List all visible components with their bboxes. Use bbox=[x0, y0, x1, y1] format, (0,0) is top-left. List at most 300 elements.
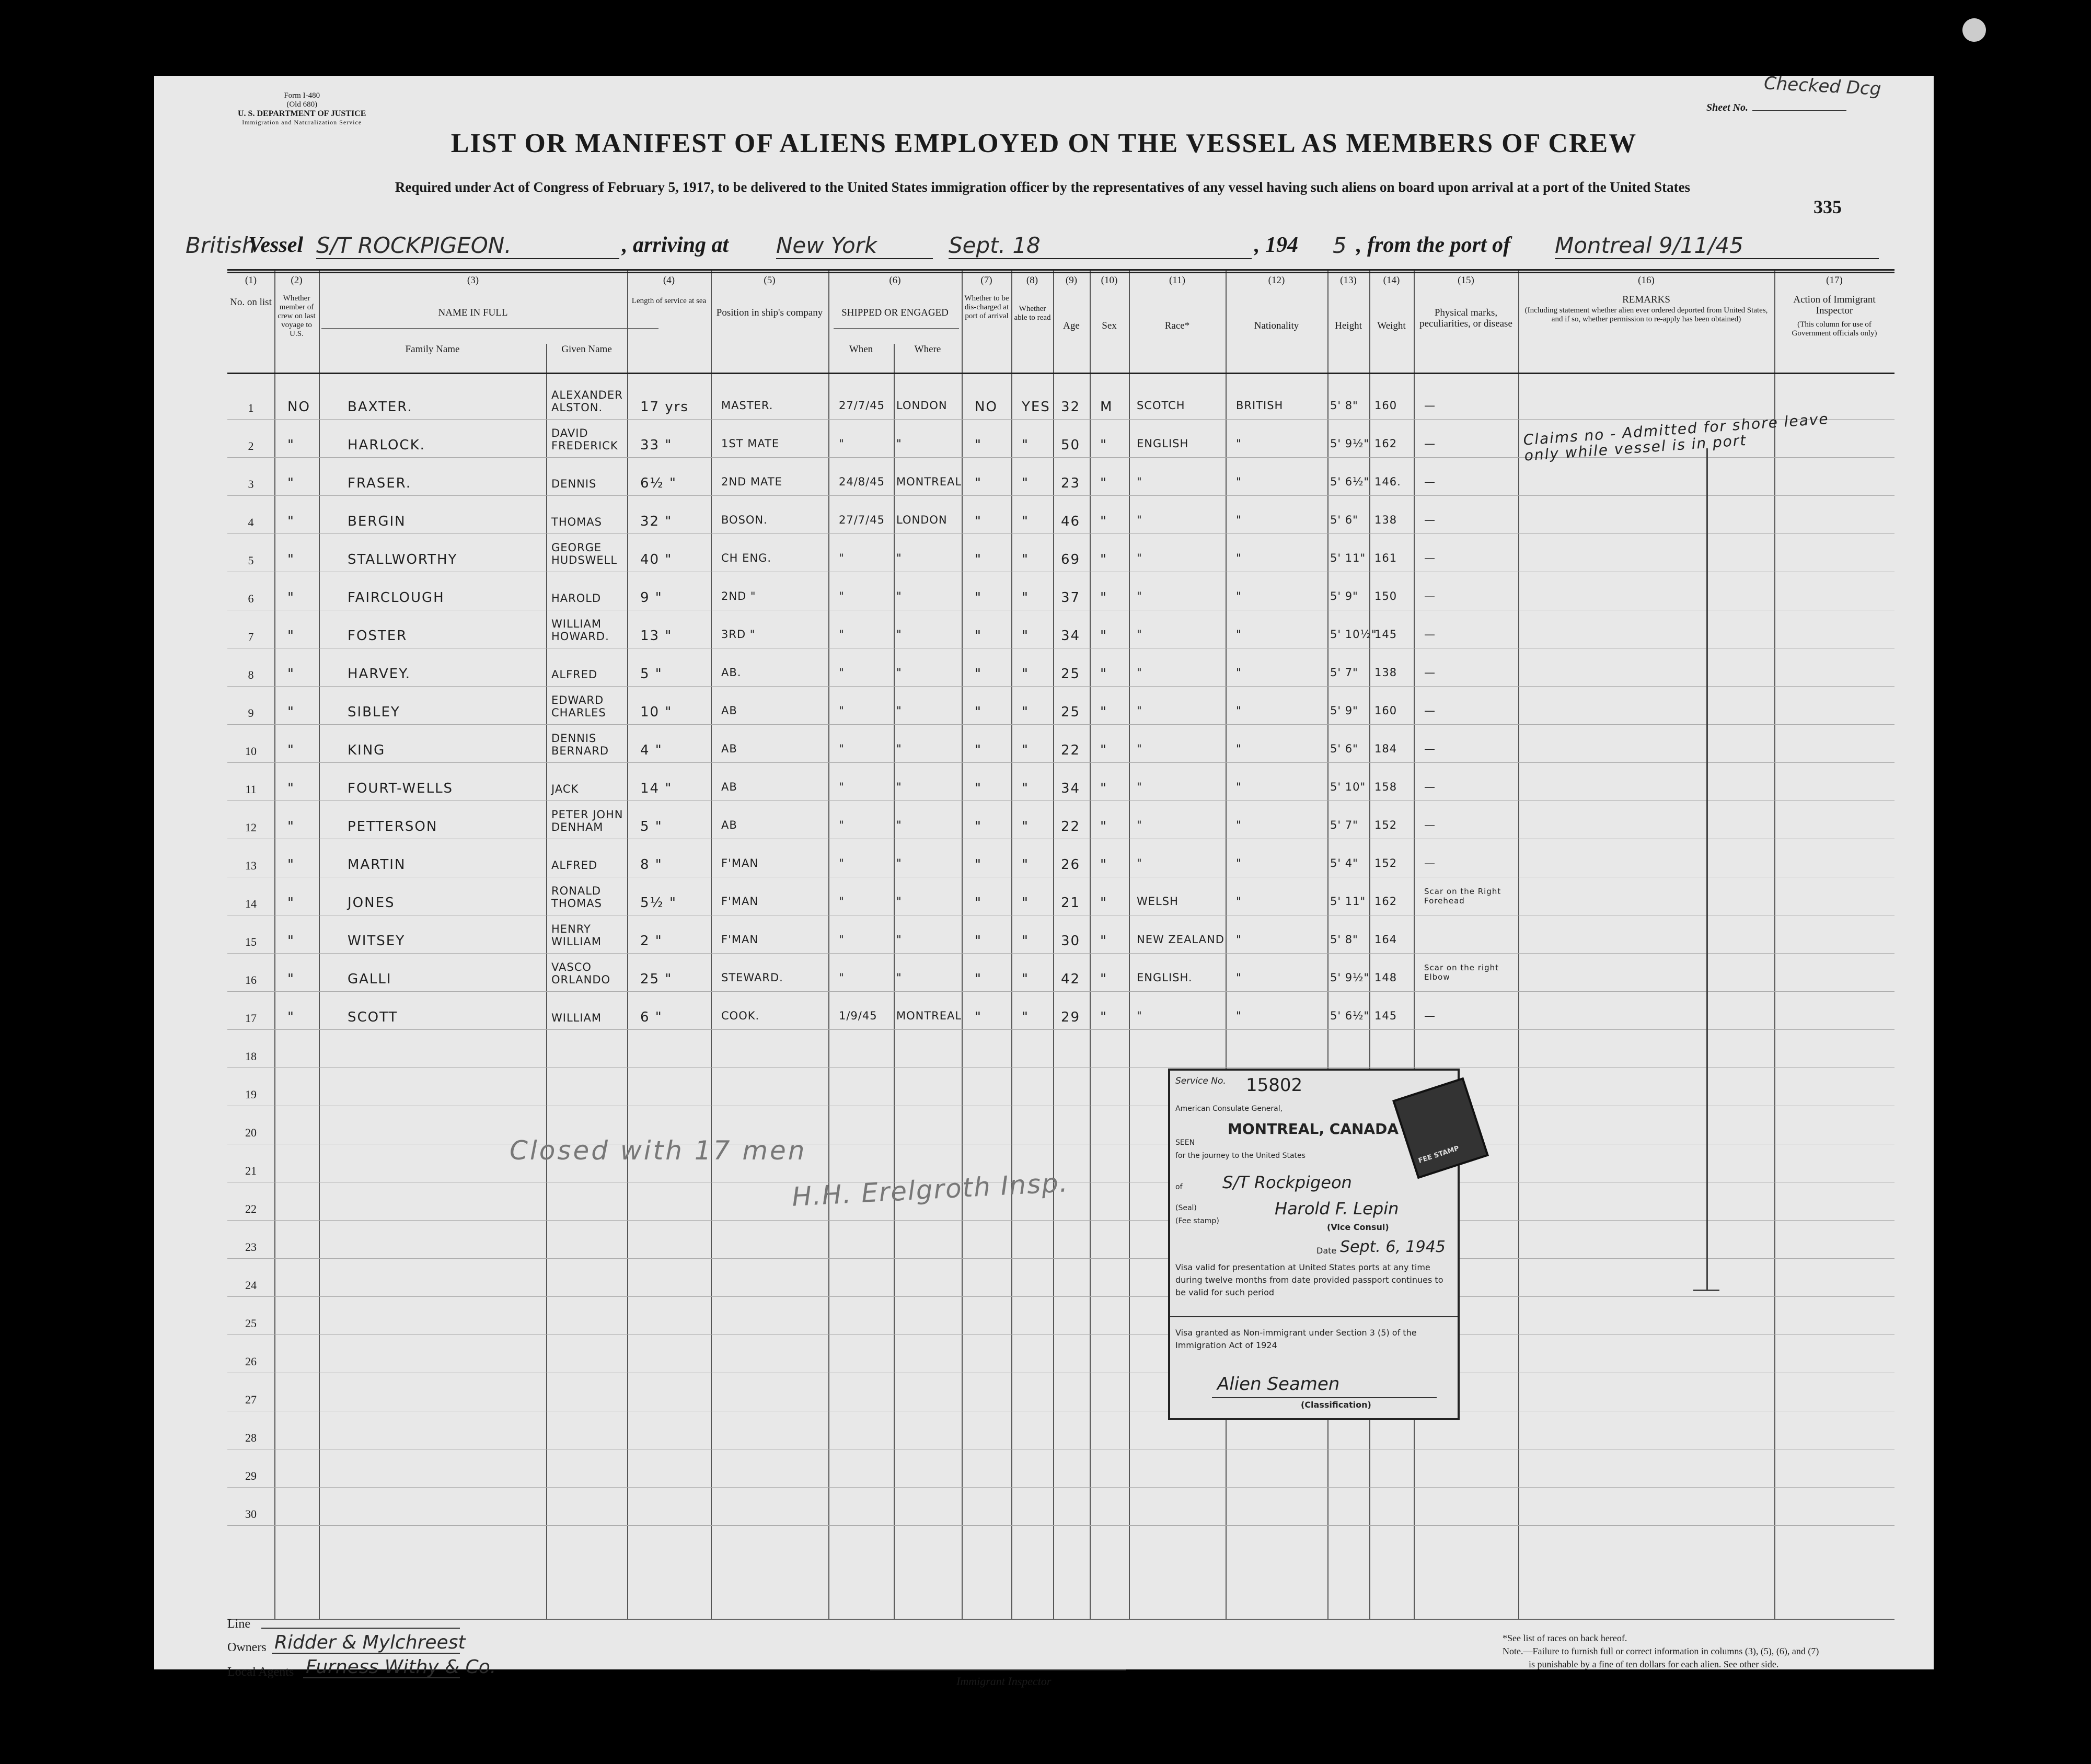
crew-height: 5' 8" bbox=[1330, 399, 1358, 412]
crew-family: JONES bbox=[348, 895, 395, 911]
crew-age: 26 bbox=[1061, 857, 1081, 873]
crew-when: " bbox=[839, 437, 845, 450]
crew-position: F'MAN bbox=[721, 895, 759, 908]
col-header-name: NAME IN FULL bbox=[438, 307, 508, 318]
crew-marks: — bbox=[1424, 666, 1436, 679]
row-number: 30 bbox=[245, 1507, 257, 1521]
row-number: 14 bbox=[245, 897, 257, 910]
col-header-no: No. on list bbox=[230, 297, 272, 308]
crew-nationality: " bbox=[1236, 475, 1242, 488]
crew-prev: " bbox=[287, 971, 295, 987]
col-header-sex: Sex bbox=[1102, 320, 1117, 331]
row-number: 7 bbox=[248, 630, 254, 643]
crew-given1: HENRY bbox=[551, 923, 591, 935]
owners-handwritten: Ridder & Mylchreest bbox=[274, 1632, 466, 1653]
crew-sex: M bbox=[1100, 399, 1113, 415]
crew-discharge: " bbox=[975, 590, 982, 606]
colnum-12: (12) bbox=[1268, 275, 1285, 286]
crew-given1: DAVID bbox=[551, 427, 588, 439]
consulate-name: American Consulate General, bbox=[1175, 1105, 1283, 1113]
crew-family: FAIRCLOUGH bbox=[348, 590, 445, 606]
row-number: 11 bbox=[245, 783, 257, 796]
crew-nationality: BRITISH bbox=[1236, 399, 1284, 412]
col-header-remarks: REMARKS bbox=[1622, 294, 1670, 305]
visa-validity-text: Visa valid for presentation at United States ports at any time during twelve months from date provided passport continues to be valid for such period bbox=[1175, 1262, 1443, 1297]
crew-race: ENGLISH. bbox=[1137, 971, 1193, 984]
crew-family: PETTERSON bbox=[348, 819, 438, 834]
crew-height: 5' 11" bbox=[1330, 895, 1366, 908]
row-number: 8 bbox=[248, 668, 254, 681]
remarks-handwritten: Claims no - Admitted for shore leave only while vessel is in port bbox=[1522, 410, 1830, 465]
crew-family: KING bbox=[348, 742, 386, 758]
crew-family: SCOTT bbox=[348, 1009, 398, 1025]
crew-age: 50 bbox=[1061, 437, 1081, 453]
crew-where: " bbox=[896, 781, 902, 793]
crew-given1: VASCO bbox=[551, 961, 592, 973]
crew-prev: " bbox=[287, 590, 295, 606]
crew-read: " bbox=[1022, 514, 1029, 529]
line-label: Line bbox=[227, 1617, 250, 1631]
crew-nationality: " bbox=[1236, 971, 1242, 984]
crew-family: BERGIN bbox=[348, 514, 406, 529]
crew-height: 5' 11" bbox=[1330, 552, 1366, 564]
crew-given1: ALEXANDER bbox=[551, 389, 623, 401]
crew-weight: 158 bbox=[1374, 781, 1397, 793]
colnum-9: (9) bbox=[1065, 275, 1078, 286]
row-number: 16 bbox=[245, 973, 257, 987]
crew-family: FOSTER bbox=[348, 628, 408, 644]
crew-read: " bbox=[1022, 628, 1029, 644]
crew-marks: — bbox=[1424, 857, 1436, 869]
colnum-4: (4) bbox=[663, 275, 675, 286]
sheet-no-label: Sheet No. bbox=[1706, 102, 1748, 113]
crew-given1: PETER JOHN bbox=[551, 808, 623, 821]
colnum-3: (3) bbox=[467, 275, 479, 286]
crew-weight: 162 bbox=[1374, 895, 1397, 908]
crew-service: 9 " bbox=[640, 590, 663, 606]
crew-height: 5' 9½" bbox=[1330, 437, 1370, 450]
crew-race: " bbox=[1137, 552, 1142, 564]
crew-when: " bbox=[839, 971, 845, 984]
crew-age: 34 bbox=[1061, 781, 1081, 796]
service-no-label: Service No. bbox=[1175, 1076, 1226, 1086]
crew-where: LONDON bbox=[896, 514, 948, 526]
crew-service: 5 " bbox=[640, 819, 663, 834]
crew-where: MONTREAL bbox=[896, 1009, 962, 1022]
row-number: 18 bbox=[245, 1050, 257, 1063]
crew-marks: — bbox=[1424, 475, 1436, 488]
colnum-1: (1) bbox=[245, 275, 257, 286]
crew-prev: " bbox=[287, 933, 295, 949]
crew-when: " bbox=[839, 590, 845, 602]
col-header-prev-voyage: Whether member of crew on last voyage to U.S. bbox=[278, 294, 316, 338]
crew-where: " bbox=[896, 666, 902, 679]
crew-discharge: " bbox=[975, 475, 982, 491]
department-name: U. S. DEPARTMENT OF JUSTICE bbox=[238, 109, 366, 118]
crew-where: " bbox=[896, 933, 902, 946]
crew-service: 14 " bbox=[640, 781, 673, 796]
crew-given2: WILLIAM bbox=[551, 1012, 602, 1024]
colnum-16: (16) bbox=[1638, 275, 1655, 286]
crew-prev: " bbox=[287, 1009, 295, 1025]
crew-marks: — bbox=[1424, 742, 1436, 755]
crew-marks: — bbox=[1424, 514, 1436, 526]
crew-weight: 138 bbox=[1374, 514, 1397, 526]
crew-marks: — bbox=[1424, 399, 1436, 412]
colnum-15: (15) bbox=[1458, 275, 1474, 286]
crew-read: " bbox=[1022, 742, 1029, 758]
crew-sex: " bbox=[1100, 552, 1107, 567]
inspector-signature: H.H. Erelgroth Insp. bbox=[791, 1167, 1070, 1212]
crew-read: " bbox=[1022, 1009, 1029, 1025]
crew-race: " bbox=[1137, 514, 1142, 526]
crew-given2: WILLIAM bbox=[551, 935, 602, 948]
crew-family: FRASER. bbox=[348, 475, 412, 491]
vessel-name-handwritten: S/T ROCKPIGEON. bbox=[316, 233, 619, 259]
crew-when: 24/8/45 bbox=[839, 475, 885, 488]
classification-label: (Classification) bbox=[1301, 1400, 1371, 1410]
fee-stamp-label: (Fee stamp) bbox=[1175, 1217, 1219, 1225]
col-header-nationality: Nationality bbox=[1254, 320, 1299, 331]
crew-family: FOURT-WELLS bbox=[348, 781, 454, 796]
crew-weight: 160 bbox=[1374, 399, 1397, 412]
crew-age: 25 bbox=[1061, 704, 1081, 720]
crew-height: 5' 6½" bbox=[1330, 1009, 1370, 1022]
row-rule bbox=[227, 724, 1894, 725]
crew-service: 33 " bbox=[640, 437, 673, 453]
crew-given1: GEORGE bbox=[551, 541, 602, 554]
crew-nationality: " bbox=[1236, 933, 1242, 946]
col-header-action-sub: (This column for use of Government officials only) bbox=[1792, 320, 1877, 338]
col-header-shipped: SHIPPED OR ENGAGED bbox=[841, 307, 949, 318]
col-header-age: Age bbox=[1063, 320, 1080, 331]
crew-prev: " bbox=[287, 704, 295, 720]
visa-granted-text: Visa granted as Non-immigrant under Section 3 (5) of the Immigration Act of 1924 bbox=[1175, 1328, 1417, 1350]
crew-when: " bbox=[839, 742, 845, 755]
crew-sex: " bbox=[1100, 475, 1107, 491]
crew-discharge: " bbox=[975, 971, 982, 987]
crew-read: " bbox=[1022, 819, 1029, 834]
row-number: 26 bbox=[245, 1355, 257, 1368]
crew-discharge: " bbox=[975, 933, 982, 949]
crew-given2: DENHAM bbox=[551, 821, 604, 833]
crew-where: " bbox=[896, 704, 902, 717]
col-header-service: Length of service at sea bbox=[631, 297, 707, 305]
crew-sex: " bbox=[1100, 971, 1107, 987]
row-rule bbox=[227, 1220, 1894, 1221]
crew-service: 25 " bbox=[640, 971, 673, 987]
crew-where: LONDON bbox=[896, 399, 948, 412]
crew-prev: " bbox=[287, 475, 295, 491]
crew-race: ENGLISH bbox=[1137, 437, 1189, 450]
crew-position: F'MAN bbox=[721, 933, 759, 946]
crew-sex: " bbox=[1100, 857, 1107, 873]
crew-prev: " bbox=[287, 742, 295, 758]
crew-nationality: " bbox=[1236, 1009, 1242, 1022]
row-number: 10 bbox=[245, 745, 257, 758]
row-number: 28 bbox=[245, 1431, 257, 1444]
crew-age: 23 bbox=[1061, 475, 1081, 491]
crew-discharge: " bbox=[975, 819, 982, 834]
crew-position: 1ST MATE bbox=[721, 437, 780, 450]
crew-nationality: " bbox=[1236, 895, 1242, 908]
crew-sex: " bbox=[1100, 1009, 1107, 1025]
crew-when: " bbox=[839, 628, 845, 641]
crew-sex: " bbox=[1100, 819, 1107, 834]
crew-age: 32 bbox=[1061, 399, 1081, 415]
remarks-ditto-line bbox=[1706, 448, 1708, 1290]
crew-height: 5' 7" bbox=[1330, 666, 1358, 679]
crew-nationality: " bbox=[1236, 552, 1242, 564]
colnum-13: (13) bbox=[1340, 275, 1357, 286]
crew-weight: 138 bbox=[1374, 666, 1397, 679]
crew-race: NEW ZEALAND bbox=[1137, 933, 1224, 946]
crew-marks: — bbox=[1424, 1009, 1436, 1022]
col-header-given-name: Given Name bbox=[561, 344, 612, 355]
of-label: of bbox=[1175, 1183, 1183, 1191]
crew-height: 5' 8" bbox=[1330, 933, 1358, 946]
col-header-discharge: Whether to be dis-charged at port of arrival bbox=[964, 294, 1009, 320]
stamp-date-handwritten: Sept. 6, 1945 bbox=[1340, 1238, 1446, 1256]
crew-given2: JACK bbox=[551, 783, 579, 795]
crew-where: " bbox=[896, 437, 902, 450]
crew-read: " bbox=[1022, 590, 1029, 606]
crew-age: 34 bbox=[1061, 628, 1081, 644]
crew-family: SIBLEY bbox=[348, 704, 400, 720]
crew-position: 2ND " bbox=[721, 590, 756, 602]
crew-height: 5' 7" bbox=[1330, 819, 1358, 831]
row-number: 2 bbox=[248, 439, 254, 452]
crew-sex: " bbox=[1100, 895, 1107, 911]
crew-service: 13 " bbox=[640, 628, 673, 644]
row-rule bbox=[227, 1334, 1894, 1335]
crew-given2: ALFRED bbox=[551, 859, 598, 872]
crew-service: 2 " bbox=[640, 933, 663, 949]
crew-when: " bbox=[839, 666, 845, 679]
crew-weight: 152 bbox=[1374, 819, 1397, 831]
crew-weight: 146. bbox=[1374, 475, 1401, 488]
seen-label: SEEN bbox=[1175, 1139, 1195, 1147]
crew-position: AB bbox=[721, 742, 737, 755]
crew-weight: 145 bbox=[1374, 1009, 1397, 1022]
crew-service: 6 " bbox=[640, 1009, 663, 1025]
crew-read: " bbox=[1022, 781, 1029, 796]
row-rule bbox=[227, 1067, 1894, 1068]
crew-nationality: " bbox=[1236, 514, 1242, 526]
crew-race: " bbox=[1137, 628, 1142, 641]
row-number: 4 bbox=[248, 516, 254, 529]
row-number: 24 bbox=[245, 1279, 257, 1292]
crew-family: GALLI bbox=[348, 971, 392, 987]
row-number: 5 bbox=[248, 554, 254, 567]
crew-where: " bbox=[896, 628, 902, 641]
crew-position: AB bbox=[721, 704, 737, 717]
crew-nationality: " bbox=[1236, 857, 1242, 869]
arriving-label: , arriving at bbox=[622, 233, 729, 257]
crew-given2: CHARLES bbox=[551, 706, 606, 719]
vessel-line bbox=[186, 233, 1910, 264]
crew-position: BOSON. bbox=[721, 514, 768, 526]
crew-race: " bbox=[1137, 704, 1142, 717]
crew-weight: 161 bbox=[1374, 552, 1397, 564]
agents-handwritten: Furness Withy & Co. bbox=[306, 1656, 496, 1678]
row-rule bbox=[227, 1258, 1894, 1259]
crew-service: 8 " bbox=[640, 857, 663, 873]
crew-marks: Scar on the right Elbow bbox=[1424, 963, 1499, 982]
row-number: 27 bbox=[245, 1393, 257, 1406]
service-name: Immigration and Naturalization Service bbox=[242, 119, 362, 126]
crew-service: 6½ " bbox=[640, 475, 677, 491]
classification-handwritten: Alien Seamen bbox=[1217, 1374, 1340, 1395]
crew-weight: 160 bbox=[1374, 704, 1397, 717]
crew-when: " bbox=[839, 704, 845, 717]
crew-family: HARLOCK. bbox=[348, 437, 425, 453]
crew-age: 69 bbox=[1061, 552, 1081, 567]
crew-read: " bbox=[1022, 475, 1029, 491]
crew-prev: " bbox=[287, 857, 295, 873]
crew-weight: 145 bbox=[1374, 628, 1397, 641]
crew-given2: THOMAS bbox=[551, 516, 602, 528]
crew-age: 29 bbox=[1061, 1009, 1081, 1025]
crew-where: " bbox=[896, 590, 902, 602]
crew-given1: EDWARD bbox=[551, 694, 604, 706]
sheet-no-line bbox=[1752, 102, 1846, 111]
row-rule bbox=[227, 953, 1894, 954]
crew-prev: " bbox=[287, 781, 295, 796]
col-header-height: Height bbox=[1335, 320, 1362, 331]
crew-race: " bbox=[1137, 742, 1142, 755]
crew-height: 5' 4" bbox=[1330, 857, 1358, 869]
crew-weight: 150 bbox=[1374, 590, 1397, 602]
crew-nationality: " bbox=[1236, 590, 1242, 602]
crew-prev: NO bbox=[287, 399, 310, 415]
crew-nationality: " bbox=[1236, 742, 1242, 755]
row-number: 3 bbox=[248, 478, 254, 491]
col-header-action: Action of Immigrant Inspector bbox=[1793, 294, 1876, 316]
crew-nationality: " bbox=[1236, 819, 1242, 831]
colnum-6: (6) bbox=[889, 275, 901, 286]
crew-marks: — bbox=[1424, 590, 1436, 602]
form-number: Form I-480 bbox=[284, 91, 320, 100]
col-header-remarks-sub: (Including statement whether alien ever ordered deported from United States, and if so, whether permission to re-apply has been obtained) bbox=[1524, 306, 1768, 323]
crew-given2: HAROLD bbox=[551, 592, 602, 605]
crew-family: HARVEY. bbox=[348, 666, 411, 682]
immigrant-inspector-label: Immigrant Inspector bbox=[956, 1675, 1052, 1688]
crew-when: " bbox=[839, 781, 845, 793]
crew-discharge: " bbox=[975, 857, 982, 873]
crew-race: " bbox=[1137, 590, 1142, 602]
crew-height: 5' 6" bbox=[1330, 514, 1358, 526]
col-header-when: When bbox=[849, 344, 873, 355]
crew-race: " bbox=[1137, 1009, 1142, 1022]
crew-discharge: " bbox=[975, 437, 982, 453]
crew-prev: " bbox=[287, 895, 295, 911]
crew-height: 5' 9" bbox=[1330, 704, 1358, 717]
crew-service: 5 " bbox=[640, 666, 663, 682]
footer bbox=[227, 1617, 1894, 1688]
crew-age: 25 bbox=[1061, 666, 1081, 682]
row-rule bbox=[227, 686, 1894, 687]
row-number: 9 bbox=[248, 706, 254, 719]
year-prefix: , 194 bbox=[1254, 233, 1298, 257]
row-number: 21 bbox=[245, 1164, 257, 1177]
crew-discharge: " bbox=[975, 514, 982, 529]
crew-given2: THOMAS bbox=[551, 897, 602, 910]
row-number: 17 bbox=[245, 1012, 257, 1025]
page-title: LIST OR MANIFEST OF ALIENS EMPLOYED ON THE VESSEL AS MEMBERS OF CREW bbox=[450, 129, 1637, 158]
crew-sex: " bbox=[1100, 933, 1107, 949]
crew-prev: " bbox=[287, 628, 295, 644]
date-label: Date bbox=[1316, 1246, 1337, 1256]
crew-sex: " bbox=[1100, 781, 1107, 796]
form-old-number: (Old 680) bbox=[286, 100, 318, 109]
crew-prev: " bbox=[287, 514, 295, 529]
crew-position: MASTER. bbox=[721, 399, 773, 412]
crew-weight: 162 bbox=[1374, 437, 1397, 450]
row-number: 20 bbox=[245, 1126, 257, 1139]
checked-annotation: Checked Dcg bbox=[1763, 73, 1882, 100]
crew-age: 30 bbox=[1061, 933, 1081, 949]
colnum-2: (2) bbox=[291, 275, 303, 286]
row-rule bbox=[227, 1525, 1894, 1526]
crew-position: STEWARD. bbox=[721, 971, 783, 984]
crew-sex: " bbox=[1100, 628, 1107, 644]
crew-service: 40 " bbox=[640, 552, 673, 567]
vice-consul-signature: Harold F. Lepin bbox=[1275, 1199, 1399, 1218]
arrival-port-handwritten: New York bbox=[776, 233, 933, 259]
crew-race: " bbox=[1137, 857, 1142, 869]
crew-weight: 152 bbox=[1374, 857, 1397, 869]
col-header-read: Whether able to read bbox=[1014, 305, 1051, 322]
crew-service: 17 yrs bbox=[640, 399, 689, 415]
crew-service: 4 " bbox=[640, 742, 663, 758]
crew-given2: ALFRED bbox=[551, 668, 598, 681]
crew-height: 5' 6" bbox=[1330, 742, 1358, 755]
colnum-8: (8) bbox=[1026, 275, 1038, 286]
crew-sex: " bbox=[1100, 704, 1107, 720]
crew-height: 5' 10" bbox=[1330, 781, 1366, 793]
crew-given1: WILLIAM bbox=[551, 618, 602, 630]
crew-family: STALLWORTHY bbox=[348, 552, 458, 567]
crew-race: WELSH bbox=[1137, 895, 1179, 908]
col-header-weight: Weight bbox=[1377, 320, 1406, 331]
crew-when: 27/7/45 bbox=[839, 514, 885, 526]
crew-weight: 184 bbox=[1374, 742, 1397, 755]
crew-given2: HUDSWELL bbox=[551, 554, 618, 566]
crew-service: 5½ " bbox=[640, 895, 677, 911]
crew-marks: Scar on the Right Forehead bbox=[1424, 887, 1501, 906]
crew-race: " bbox=[1137, 819, 1142, 831]
colnum-5: (5) bbox=[764, 275, 776, 286]
crew-marks: — bbox=[1424, 781, 1436, 793]
row-rule bbox=[227, 1296, 1894, 1297]
crew-read: " bbox=[1022, 552, 1029, 567]
crew-prev: " bbox=[287, 437, 295, 453]
crew-discharge: " bbox=[975, 781, 982, 796]
crew-marks: — bbox=[1424, 552, 1436, 564]
crew-where: " bbox=[896, 552, 902, 564]
crew-when: 1/9/45 bbox=[839, 1009, 877, 1022]
row-number: 19 bbox=[245, 1088, 257, 1101]
stamp-vessel-handwritten: S/T Rockpigeon bbox=[1222, 1173, 1352, 1192]
row-number: 29 bbox=[245, 1469, 257, 1482]
col-header-marks: Physical marks, peculiarities, or disease bbox=[1419, 307, 1512, 329]
crew-where: " bbox=[896, 895, 902, 908]
crew-marks: — bbox=[1424, 437, 1436, 450]
colnum-17: (17) bbox=[1826, 275, 1843, 286]
crew-sex: " bbox=[1100, 742, 1107, 758]
row-number: 1 bbox=[248, 401, 254, 414]
